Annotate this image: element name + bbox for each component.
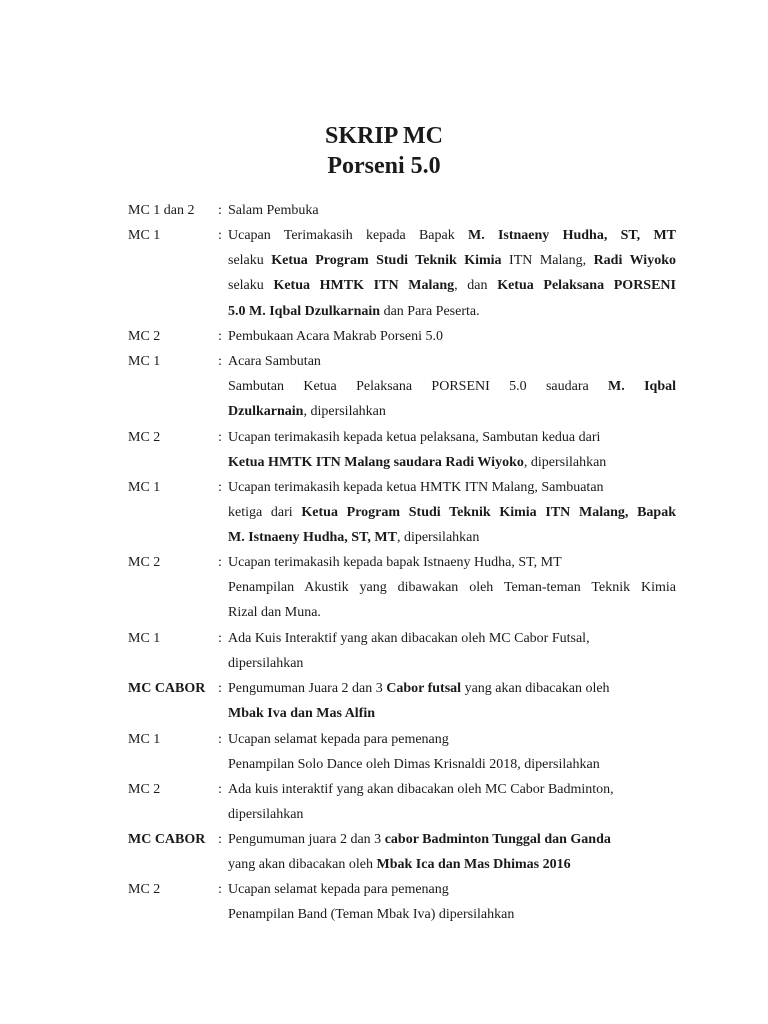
text-line	[228, 651, 676, 676]
colon: :	[218, 832, 222, 847]
script-entry	[128, 475, 676, 551]
text-line	[228, 525, 676, 550]
text-run: yang akan dibacakan oleh	[461, 681, 610, 696]
colon: :	[218, 782, 222, 797]
script-entry	[128, 198, 676, 223]
bold-text: Ketua Program Studi Teknik Kimia ITN Malang, Bapak	[301, 505, 676, 521]
text-line	[228, 324, 676, 349]
text-run: yang akan dibacakan oleh	[228, 857, 377, 873]
entry-text	[228, 324, 676, 349]
text-run: Pengumuman Juara 2 dan 3	[228, 681, 387, 696]
entry-text	[228, 877, 676, 927]
script-entry	[128, 550, 676, 626]
text-run: Penampilan Band (Teman Mbak Iva) dipersilahkan	[228, 907, 515, 923]
text-run: Ucapan terimakasih kepada bapak Istnaeny Hudha, ST, MT	[228, 555, 562, 570]
text-line	[228, 701, 676, 726]
text-line	[228, 877, 676, 902]
text-line	[228, 475, 676, 500]
text-line	[228, 575, 676, 600]
colon: :	[218, 480, 222, 495]
entry-text	[228, 727, 676, 777]
text-line	[228, 248, 676, 273]
colon: :	[218, 228, 222, 243]
text-run: Penampilan Akustik yang dibawakan oleh Teman-teman Teknik Kimia	[228, 580, 676, 596]
text-run: selaku	[228, 253, 272, 269]
text-line	[228, 223, 676, 248]
text-run: Pembukaan Acara Makrab Porseni 5.0	[228, 329, 443, 344]
bold-text: Ketua Program Studi Teknik Kimia	[271, 253, 502, 269]
text-run: Rizal dan Muna.	[228, 605, 321, 621]
speaker-label: MC 2	[128, 782, 161, 797]
text-run: Salam Pembuka	[228, 203, 319, 218]
text-line	[228, 198, 676, 223]
text-line	[228, 902, 676, 927]
text-run: ketiga dari	[228, 505, 302, 521]
script-entry	[128, 676, 676, 726]
text-run: , dipersilahkan	[396, 530, 480, 546]
bold-text: cabor Badminton Tunggal dan Ganda	[384, 832, 611, 847]
entry-text	[228, 198, 676, 223]
text-run: ITN Malang,	[501, 253, 594, 269]
text-line	[228, 827, 676, 852]
bold-text: Ketua Pelaksana PORSENI	[497, 278, 676, 294]
text-line	[228, 299, 676, 324]
speaker-label: MC 1	[128, 228, 161, 243]
text-run: dipersilahkan	[228, 656, 304, 672]
document-title: SKRIP MC	[324, 123, 443, 149]
text-run: dan Para Peserta.	[380, 303, 480, 319]
text-run: , dipersilahkan	[523, 455, 607, 471]
script-entry	[128, 877, 676, 927]
text-line	[228, 399, 676, 424]
colon: :	[218, 882, 222, 897]
text-run: Ucapan terimakasih kepada ketua pelaksana, Sambutan kedua dari	[228, 430, 601, 445]
bold-text: Radi Wiyoko	[593, 253, 676, 269]
bold-text: Cabor futsal	[386, 681, 462, 696]
text-line	[228, 374, 676, 399]
bold-text: Dzulkarnain	[228, 404, 304, 420]
speaker-label: MC 2	[128, 430, 161, 445]
text-line	[228, 802, 676, 827]
entry-text	[228, 425, 676, 475]
text-run: Ada Kuis Interaktif yang akan dibacakan oleh MC Cabor Futsal,	[228, 631, 590, 646]
entry-text	[228, 676, 676, 726]
entry-text	[228, 475, 676, 551]
text-run: Sambutan Ketua Pelaksana PORSENI 5.0 saudara	[228, 379, 609, 395]
text-line	[228, 852, 676, 877]
text-line	[228, 550, 676, 575]
entry-text	[228, 550, 676, 626]
bold-text: M. Istnaeny Hudha, ST, MT	[467, 228, 676, 243]
text-run: Penampilan Solo Dance oleh Dimas Krisnaldi 2018, dipersilahkan	[228, 757, 600, 773]
script-entry	[128, 223, 676, 324]
text-run: Pengumuman juara 2 dan 3	[228, 832, 385, 847]
text-run: , dipersilahkan	[303, 404, 386, 420]
text-run: , dan	[454, 278, 498, 294]
script-entry	[128, 349, 676, 425]
speaker-label: MC 1	[128, 631, 161, 646]
speaker-label: MC 1 dan 2	[128, 203, 195, 218]
bold-text: M. Iqbal	[608, 379, 677, 395]
script-entry	[128, 425, 676, 475]
script-entry	[128, 727, 676, 777]
script-entry	[128, 324, 676, 349]
bold-text: Ketua HMTK ITN Malang saudara Radi Wiyoko	[228, 455, 524, 471]
text-line	[228, 676, 676, 701]
bold-text: Mbak Iva dan Mas Alfin	[228, 706, 376, 722]
speaker-label: MC CABOR	[128, 681, 206, 696]
speaker-label: MC 2	[128, 555, 161, 570]
bold-text: M. Istnaeny Hudha, ST, MT	[228, 530, 397, 546]
entry-text	[228, 223, 676, 324]
colon: :	[218, 354, 222, 369]
speaker-label: MC 1	[128, 732, 161, 747]
text-run: Acara Sambutan	[228, 354, 321, 369]
script-entry	[128, 777, 676, 827]
script-entry	[128, 827, 676, 877]
speaker-label: MC 2	[128, 882, 161, 897]
text-line	[228, 626, 676, 651]
text-line	[228, 600, 676, 625]
text-line	[228, 500, 676, 525]
text-run: dipersilahkan	[228, 807, 304, 823]
text-run: selaku	[228, 278, 274, 294]
colon: :	[218, 681, 222, 696]
bold-text: Ketua HMTK ITN Malang	[273, 278, 455, 294]
text-run: Ucapan terimakasih kepada ketua HMTK ITN Malang, Sambuatan	[228, 480, 604, 495]
colon: :	[218, 631, 222, 646]
text-run: Ucapan selamat kepada para pemenang	[228, 882, 449, 897]
document-subtitle: Porseni 5.0	[327, 153, 441, 179]
colon: :	[218, 430, 222, 445]
text-line	[228, 450, 676, 475]
text-run: Ada kuis interaktif yang akan dibacakan oleh MC Cabor Badminton,	[228, 782, 614, 797]
text-run: Ucapan Terimakasih kepada Bapak	[228, 228, 468, 243]
script-entry	[128, 626, 676, 676]
speaker-label: MC CABOR	[128, 832, 206, 847]
entry-text	[228, 626, 676, 676]
text-line	[228, 349, 676, 374]
speaker-label: MC 2	[128, 329, 161, 344]
colon: :	[218, 203, 222, 218]
bold-text: 5.0 M. Iqbal Dzulkarnain	[228, 303, 381, 319]
colon: :	[218, 555, 222, 570]
entry-text	[228, 777, 676, 827]
speaker-label: MC 1	[128, 480, 161, 495]
text-line	[228, 425, 676, 450]
text-line	[228, 727, 676, 752]
bold-text: Mbak Ica dan Mas Dhimas 2016	[376, 857, 571, 873]
colon: :	[218, 732, 222, 747]
colon: :	[218, 329, 222, 344]
text-line	[228, 273, 676, 298]
entry-text	[228, 827, 676, 877]
text-line	[228, 777, 676, 802]
text-run: Ucapan selamat kepada para pemenang	[228, 732, 449, 747]
text-line	[228, 752, 676, 777]
speaker-label: MC 1	[128, 354, 161, 369]
entry-text	[228, 349, 676, 425]
